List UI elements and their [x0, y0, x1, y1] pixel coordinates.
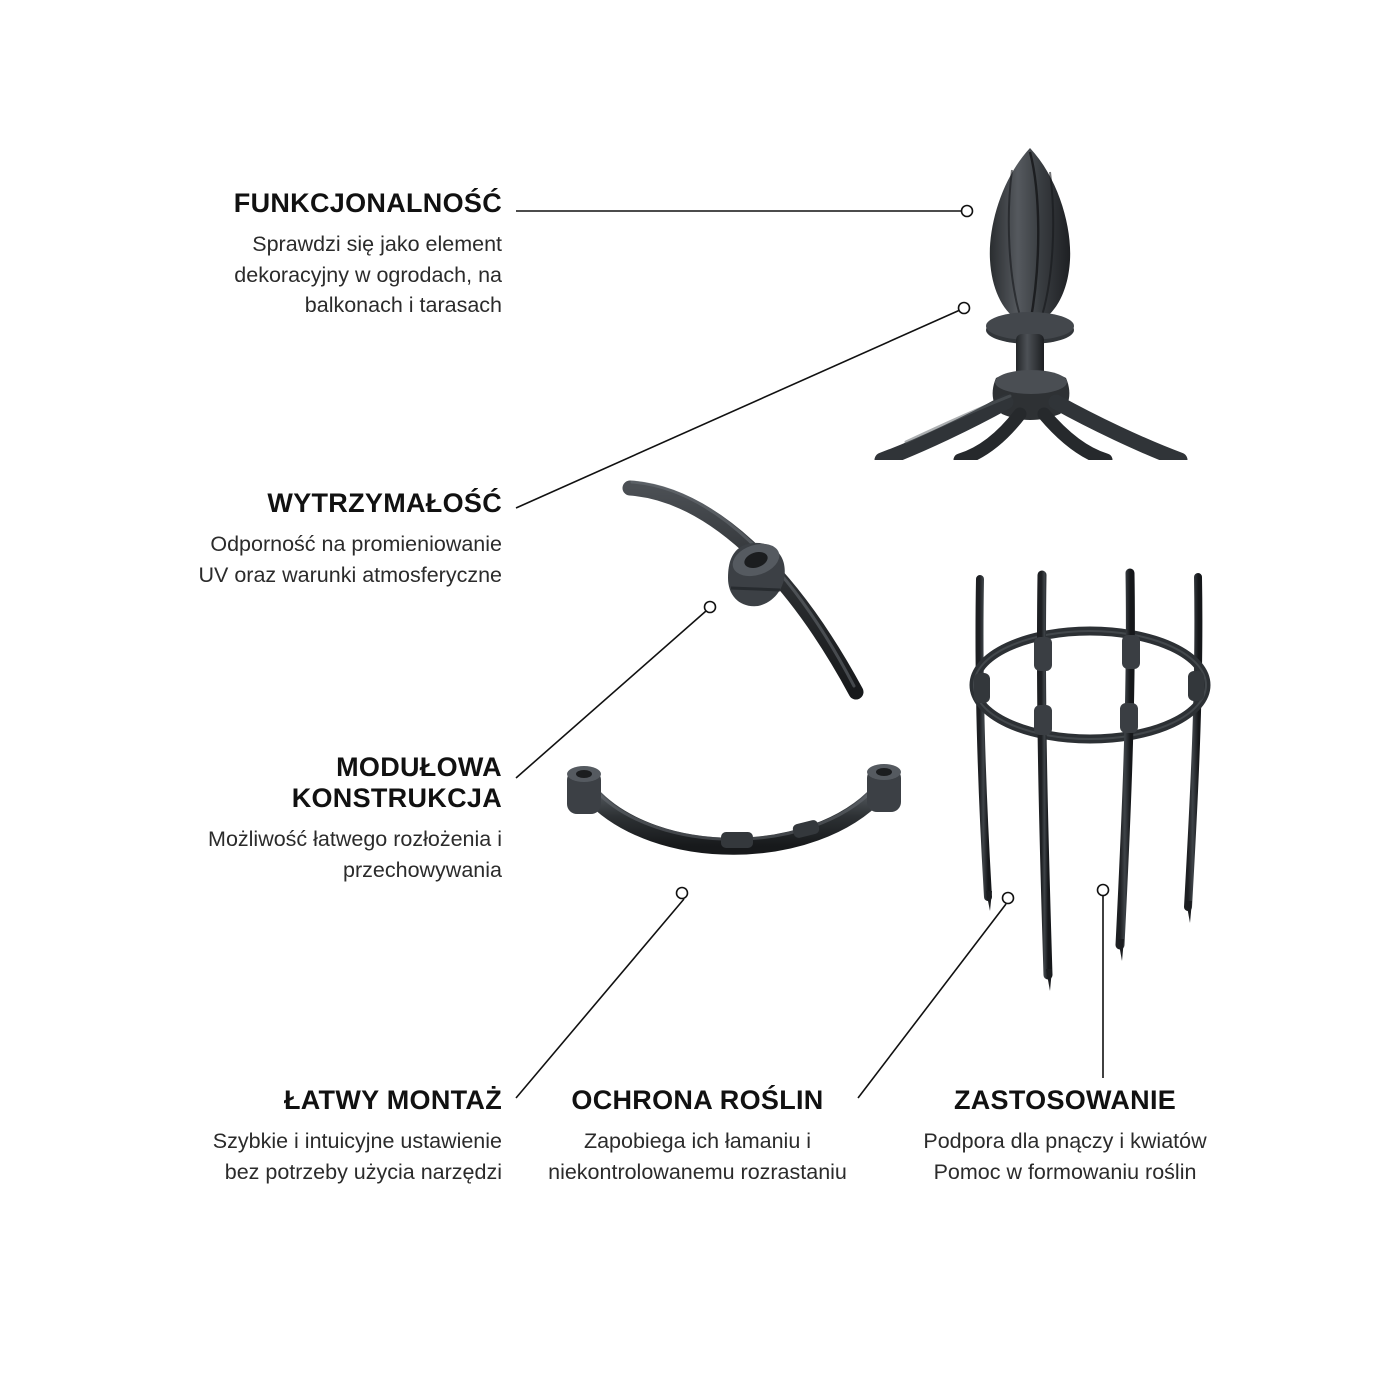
callout-body-ochrona-roslin: Zapobiega ich łamaniu i niekontrolowanemu rozrastaniu: [548, 1129, 847, 1184]
callout-title-ochrona-roslin: OCHRONA ROŚLIN: [571, 1085, 824, 1115]
callout-title-wytrzymalosc: WYTRZYMAŁOŚĆ: [267, 488, 502, 518]
callout-ochrona-roslin: [535, 1085, 860, 1187]
callout-latwy-montaz: [175, 1085, 502, 1187]
callout-body-wytrzymalosc: Odporność na promieniowanie UV oraz warunki atmosferyczne: [198, 532, 502, 587]
callout-body-modulowa: Możliwość łatwego rozłożenia i przechowywania: [208, 827, 502, 882]
callout-body-zastosowanie-line1: Podpora dla pnączy i kwiatów: [923, 1129, 1207, 1154]
callout-body-funkcjonalnosc: Sprawdzi się jako element dekoracyjny w ogrodach, na balkonach i tarasach: [234, 232, 502, 318]
callout-title-modulowa-line1: MODUŁOWA: [336, 752, 502, 782]
callout-body-zastosowanie-line2: Pomoc w formowaniu roślin: [933, 1159, 1197, 1184]
finial-artwork: [860, 130, 1200, 460]
callout-zastosowanie: [880, 1085, 1250, 1187]
callout-body-latwy-montaz: Szybkie i intuicyjne ustawienie bez potrzeby użycia narzędzi: [212, 1129, 502, 1184]
leader-dot-latwy-montaz: [677, 888, 688, 899]
callout-title-latwy-montaz: ŁATWY MONTAŻ: [283, 1085, 502, 1115]
callout-title-modulowa: [150, 752, 502, 814]
callout-title-funkcjonalnosc: FUNKCJONALNOŚĆ: [233, 188, 502, 218]
callout-wytrzymalosc: [180, 488, 502, 590]
arc-base-artwork: [545, 752, 925, 882]
leader-line-latwy-montaz: [516, 899, 684, 1098]
arc-segment-artwork: [600, 460, 900, 720]
assembled-support-artwork: [930, 545, 1250, 1015]
callout-title-modulowa-line2: KONSTRUKCJA: [291, 783, 502, 814]
callout-title-zastosowanie: ZASTOSOWANIE: [953, 1085, 1177, 1115]
callout-modulowa-konstrukcja: [150, 752, 502, 885]
callout-body-zastosowanie: [880, 1126, 1250, 1187]
callout-funkcjonalnosc: [150, 188, 502, 321]
